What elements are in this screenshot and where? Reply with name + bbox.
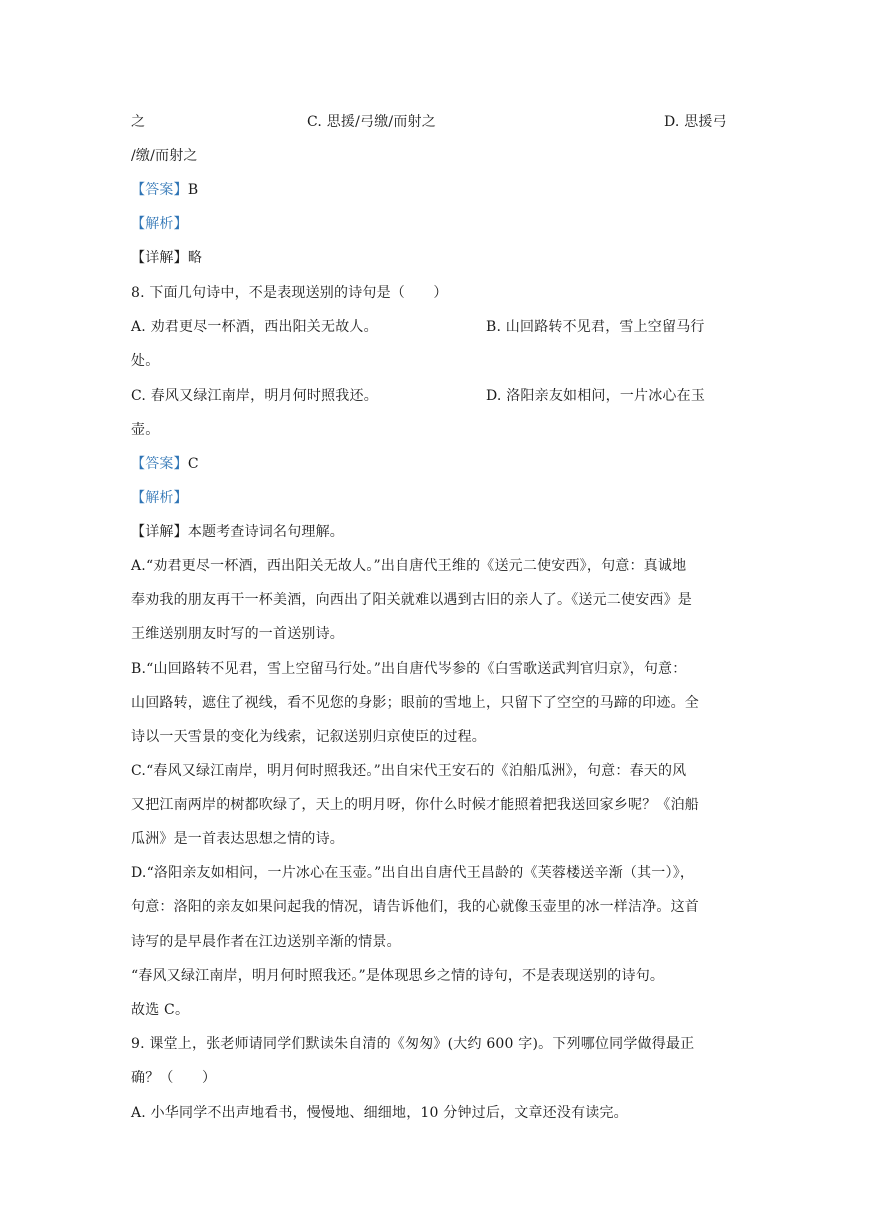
analysis-tag: 【解析】	[131, 216, 188, 232]
q8-detail-line: “春风又绿江南岸，明月何时照我还。”是体现思乡之情的诗句，不是表现送别的诗句。	[131, 968, 665, 984]
q8-detail-line: C.“春风又绿江南岸，明月何时照我还。”出自宋代王安石的《泊船瓜洲》，句意：春天的风	[131, 763, 687, 779]
q8-option-a: A. 劝君更尽一杯酒，西出阳关无故人。	[131, 319, 378, 335]
q8-option-c: C. 春风又绿江南岸，明月何时照我还。	[131, 388, 378, 404]
q7-answer	[131, 180, 739, 200]
answer-tag: 【答案】	[131, 456, 188, 472]
q8-option-b: B. 山回路转不见君，雪上空留马行	[486, 319, 705, 335]
q8-detail-line: A.“劝君更尽一杯酒，西出阳关无故人。”出自唐代王维的《送元二使安西》，句意：真诚地	[131, 558, 687, 574]
q8-detail-line: 奉劝我的朋友再干一杯美酒，向西出了阳关就难以遇到古旧的亲人了。《送元二使安西》是	[131, 592, 692, 608]
q7-option-b-tail: 之	[131, 114, 146, 130]
q8-question: 8. 下面几句诗中，不是表现送别的诗句是（ ）	[131, 285, 448, 301]
q8-option-d: D. 洛阳亲友如相问，一片冰心在玉	[486, 388, 706, 404]
q8-detail-line: 诗写的是早晨作者在江边送别辛渐的情景。	[131, 934, 401, 950]
q9-option-a: A. 小华同学不出声地看书，慢慢地、细细地，10 分钟过后，文章还没有读完。	[131, 1105, 628, 1121]
q8-detail-line: 故选 C。	[131, 1002, 190, 1018]
answer-value: B	[187, 182, 199, 198]
q8-analysis	[131, 488, 739, 508]
detail-tag: 【详解】	[131, 524, 188, 540]
q8-detail-line: D.“洛阳亲友如相问，一片冰心在玉壶。”出自出自唐代王昌龄的《芙蓉楼送辛渐（其一）》，	[131, 865, 695, 881]
q7-analysis	[131, 214, 739, 234]
q8-detail-line: 山回路转，遮住了视线，看不见您的身影；眼前的雪地上，只留下了空空的马蹄的印迹。全	[131, 695, 699, 711]
q8-option-b-cont: 处。	[131, 353, 160, 369]
q8-detail-line: B.“山回路转不见君，雪上空留马行处。”出自唐代岑参的《白雪歌送武判官归京》，句意：	[131, 661, 687, 677]
q7-option-d: D. 思援弓	[664, 114, 727, 130]
q9-question-cont: 确？（ ）	[131, 1070, 217, 1086]
q8-detail-line: 句意：洛阳的亲友如果问起我的情况，请告诉他们，我的心就像玉壶里的冰一样洁净。这首	[131, 899, 699, 915]
q8-answer	[131, 454, 739, 474]
answer-value: C	[187, 456, 199, 472]
answer-tag: 【答案】	[131, 182, 188, 198]
q8-detail-line: 又把江南两岸的树都吹绿了，天上的明月呀，你什么时候才能照着把我送回家乡呢？《泊船	[131, 797, 699, 813]
q8-detail-line: 诗以一天雪景的变化为线索，记叙送别归京使臣的过程。	[131, 729, 486, 745]
q8-detail-intro	[131, 522, 739, 542]
detail-tag: 【详解】	[131, 250, 188, 266]
detail-text: 本题考查诗词名句理解。	[187, 524, 345, 540]
q8-detail-line: 瓜洲》是一首表达思想之情的诗。	[131, 831, 344, 847]
q9-question: 9. 课堂上，张老师请同学们默读朱自清的《匆匆》(大约 600 字)。下列哪位同学做得最正	[131, 1036, 695, 1052]
q7-option-c: C. 思援/弓缴/而射之	[307, 114, 436, 130]
q8-detail-line: 王维送别朋友时写的一首送别诗。	[131, 626, 344, 642]
q8-option-d-cont: 壶。	[131, 422, 160, 438]
detail-text: 略	[187, 250, 203, 266]
q7-option-d-cont: /缴/而射之	[131, 148, 198, 164]
analysis-tag: 【解析】	[131, 490, 188, 506]
q7-detail	[131, 248, 739, 268]
